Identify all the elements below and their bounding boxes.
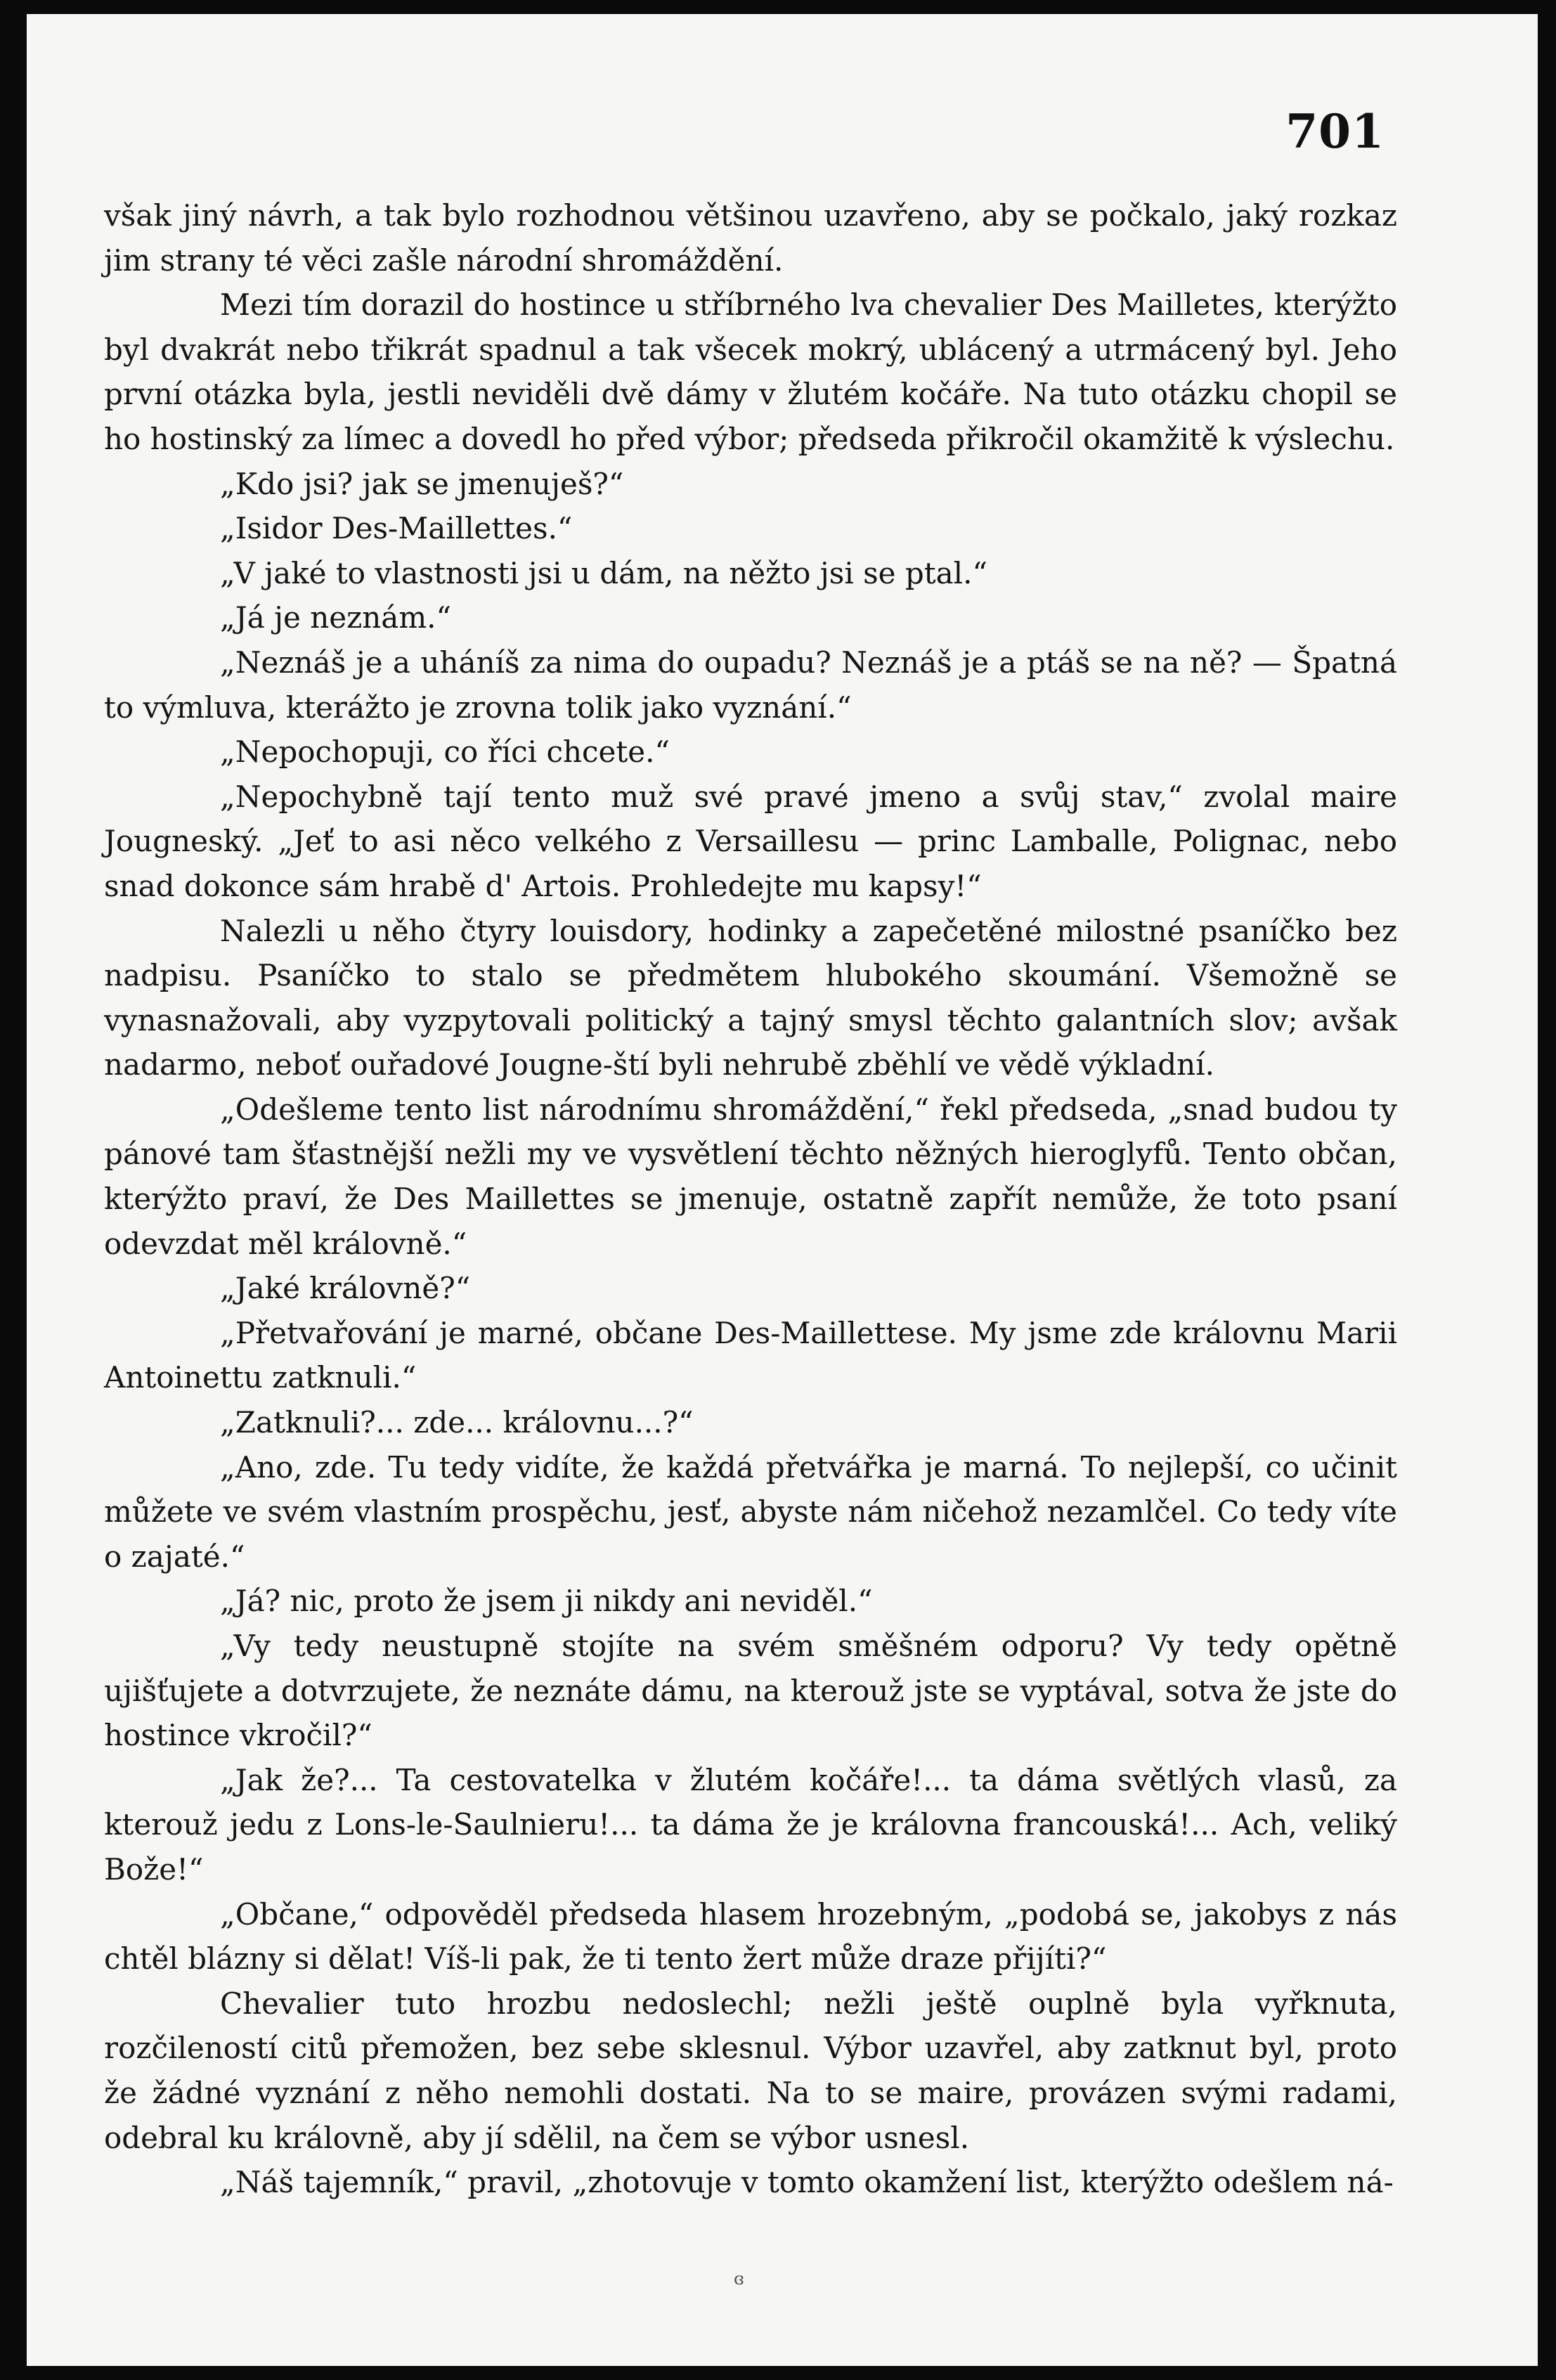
paragraph: Mezi tím dorazil do hostince u stříbrného lva chevalier Des Mailletes, kterýžto byl dvakrát nebo třikrát spadnul a tak všecek mokrý, ublácený a utrmácený byl. Jeho první otázka byla, jestli neviděli dvě dámy v žlutém kočáře. Na tuto otázku chopil se ho hostinský za límec a dovedl ho před výbor; předseda přikročil okamžitě k výslechu. bbox=[104, 287, 1397, 456]
dialogue-line: „Nepochopuji, co říci chcete.“ bbox=[220, 735, 670, 770]
dialogue-line: „Jak že?... Ta cestovatelka v žlutém kočáře!... ta dáma světlých vlasů, za kterouž jedu z Lons-le-Saulnieru!... ta dáma že je královna francouská!... Ach, veliký Bože!“ bbox=[104, 1762, 1397, 1887]
dialogue-line: „Isidor Des-Maillettes.“ bbox=[220, 511, 573, 546]
dialogue-line: „Kdo jsi? jak se jmenuješ?“ bbox=[220, 466, 624, 501]
dialogue-line: „Já je neznám.“ bbox=[220, 600, 451, 635]
dialogue-line: „Nepochybně tají tento muž své pravé jmeno a svůj stav,“ zvolal maire Jougneský. „Jeť to asi něco velkého z Versaillesu — princ Lamballe, Polignac, nebo snad dokonce sám hrabě d' Artois. Prohledejte mu kapsy!“ bbox=[104, 779, 1397, 903]
dialogue-line: „Zatknuli?... zde... královnu...?“ bbox=[220, 1405, 694, 1440]
dialogue-line: „Neznáš je a uháníš za nima do oupadu? Neznáš je a ptáš se na ně? — Špatná to výmluva, kterážto je zrovna tolik jako vyznání.“ bbox=[104, 645, 1397, 725]
book-page bbox=[27, 14, 1538, 2366]
dialogue-line: „Občane,“ odpověděl předseda hlasem hrozebným, „podobá se, jakobys z nás chtěl blázny si dělat! Víš-li pak, že ti tento žert může draze přijíti?“ bbox=[104, 1896, 1397, 1977]
dialogue-line: „V jaké to vlastnosti jsi u dám, na něžto jsi se ptal.“ bbox=[220, 555, 987, 590]
paragraph: však jiný návrh, a tak bylo rozhodnou většinou uzavřeno, aby se počkalo, jaký rozkaz jim strany té věci zašle národní shromáždění. bbox=[104, 198, 1397, 278]
dialogue-line: „Náš tajemník,“ pravil, „zhotovuje v tomto okamžení list, kterýžto odešlem ná- bbox=[220, 2165, 1394, 2200]
body-text bbox=[104, 193, 1397, 2205]
dialogue-line: „Ano, zde. Tu tedy vidíte, že každá přetvářka je marná. To nejlepší, co učinit můžete ve svém vlastním prospěchu, jesť, abyste nám ničehož nezamlčel. Co tedy víte o zajaté.“ bbox=[104, 1449, 1397, 1574]
dialogue-line: „Jaké královně?“ bbox=[220, 1271, 471, 1306]
dialogue-line: „Já? nic, proto že jsem ji nikdy ani neviděl.“ bbox=[220, 1584, 873, 1619]
page-number: 701 bbox=[1285, 104, 1385, 159]
paragraph: Nalezli u něho čtyry louisdory, hodinky a zapečetěné milostné psaníčko bez nadpisu. Psaníčko to stalo se předmětem hlubokého skoumání. Všemožně se vynasnažovali, aby vyzpytovali politický a tajný smysl těchto galantních slov; avšak nadarmo, neboť ouřadové Jougne-ští byli nehrubě zběhlí ve vědě výkladní. bbox=[104, 913, 1397, 1082]
dialogue-line: „Vy tedy neustupně stojíte na svém směšném odporu? Vy tedy opětně ujišťujete a dotvrzujete, že neznáte dámu, na kterouž jste se vyptával, sotva že jste do hostince vkročil?“ bbox=[104, 1629, 1397, 1753]
dialogue-line: „Přetvařování je marné, občane Des-Maillettese. My jsme zde královnu Marii Antoinettu zatknuli.“ bbox=[104, 1315, 1397, 1395]
dialogue-line: „Odešleme tento list národnímu shromáždění,“ řekl předseda, „snad budou ty pánové tam šťastnější nežli my ve vysvětlení těchto něžných hieroglyfů. Tento občan, kterýžto praví, že Des Maillettes se jmenuje, ostatně zapřít nemůže, že toto psaní odevzdat měl královně.“ bbox=[104, 1092, 1397, 1261]
paragraph: Chevalier tuto hrozbu nedoslechl; nežli ještě ouplně byla vyřknuta, rozčileností citů přemožen, bez sebe sklesnul. Výbor uzavřel, aby zatknut byl, proto že žádné vyznání z něho nemohli dostati. Na to se maire, provázen svými radami, odebral ku královně, aby jí sdělil, na čem se výbor usnesl. bbox=[104, 1986, 1397, 2155]
footer-mark: ɞ bbox=[734, 2269, 744, 2289]
